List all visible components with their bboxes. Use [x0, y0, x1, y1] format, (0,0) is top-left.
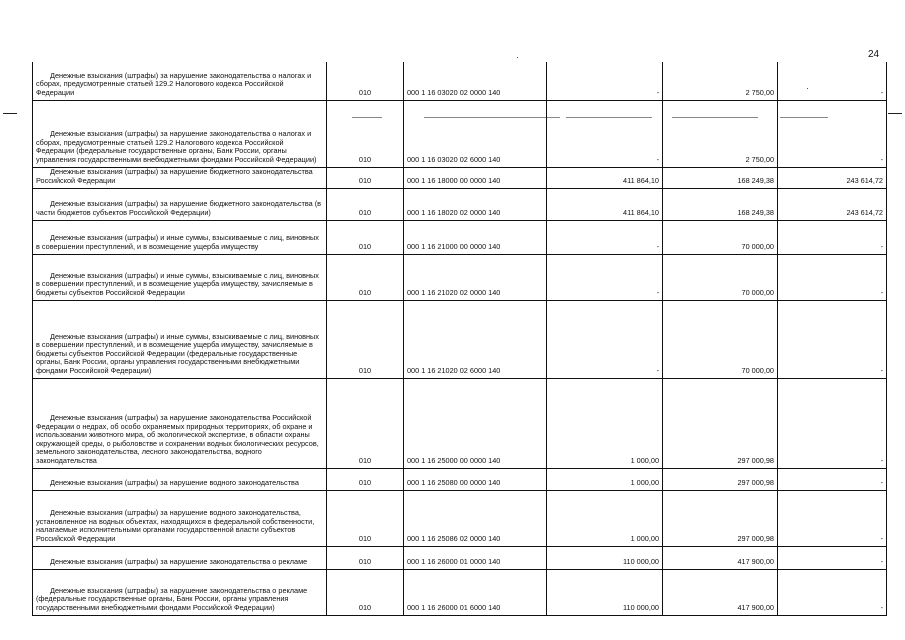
row-name: Денежные взыскания (штрафы) за нарушение бюджетного законодательства Российской Федерации: [33, 167, 327, 188]
row-name: Денежные взыскания (штрафы) за нарушение законодательства о налогах и сборах, предусмотренные статьей 129.2 Налогового кодекса Российской Федерации: [33, 62, 327, 100]
row-kbk: 000 1 16 21020 02 6000 140: [404, 300, 547, 378]
table-row: [33, 300, 887, 378]
row-value-6: -: [778, 220, 887, 254]
page-number: 24: [868, 49, 880, 60]
row-value-5: 297 000,98: [663, 490, 778, 546]
table-row: [33, 546, 887, 569]
row-code: 010: [327, 378, 404, 468]
row-kbk: 000 1 16 25080 00 0000 140: [404, 468, 547, 490]
row-name: Денежные взыскания (штрафы) за нарушение бюджетного законодательства (в части бюджетов субъектов Российской Федерации): [33, 188, 327, 220]
row-value-4: 1 000,00: [547, 490, 663, 546]
revenue-report-table: [32, 62, 887, 616]
row-name: Денежные взыскания (штрафы) за нарушение законодательства о налогах и сборах, предусмотренные статьей 129.2 Налогового кодекса Российской Федерации (федеральные государственные органы, Банк России, органы управления государственными внебюджетными фондами Российской Федерации): [33, 100, 327, 167]
table-row: [33, 100, 887, 167]
row-value-6: -: [778, 546, 887, 569]
row-kbk: 000 1 16 25086 02 0000 140: [404, 490, 547, 546]
table-row: [33, 220, 887, 254]
row-value-4: -: [547, 100, 663, 167]
table-row: [33, 378, 887, 468]
row-value-6: -: [778, 490, 887, 546]
row-name: Денежные взыскания (штрафы) за нарушение водного законодательства, установленное на водных объектах, находящихся в федеральной собственности, налагаемые исполнительными органами государственной власти субъектов Российской Федерации: [33, 490, 327, 546]
row-value-6: -: [778, 62, 887, 100]
row-code: 010: [327, 188, 404, 220]
row-value-6: 243 614,72: [778, 167, 887, 188]
row-value-4: 110 000,00: [547, 546, 663, 569]
table-row: [33, 167, 887, 188]
row-kbk: 000 1 16 25000 00 0000 140: [404, 378, 547, 468]
row-value-6: -: [778, 100, 887, 167]
table-row: [33, 62, 887, 100]
row-code: 010: [327, 167, 404, 188]
row-name: Денежные взыскания (штрафы) за нарушение законодательства Российской Федерации о недрах, об особо охраняемых природных территориях, об охране и использовании животного мира, об экологической экспертизе, в области охраны окружающей среды, о рыболовстве и сохранении водных биологических ресурсов, земельного законодательства, лесного законодательства, водного законодательства: [33, 378, 327, 468]
row-name: Денежные взыскания (штрафы) за нарушение законодательства о рекламе: [33, 546, 327, 569]
row-value-4: 110 000,00: [547, 569, 663, 615]
row-kbk: 000 1 16 03020 02 0000 140: [404, 62, 547, 100]
row-value-5: 70 000,00: [663, 220, 778, 254]
row-kbk: 000 1 16 21020 02 0000 140: [404, 254, 547, 300]
row-value-6: -: [778, 300, 887, 378]
row-code: 010: [327, 468, 404, 490]
row-code: 010: [327, 546, 404, 569]
row-value-5: 297 000,98: [663, 378, 778, 468]
row-code: 010: [327, 569, 404, 615]
row-value-4: 1 000,00: [547, 378, 663, 468]
row-name: Денежные взыскания (штрафы) за нарушение законодательства о рекламе (федеральные государственные органы, Банк России, органы управления государственными внебюджетными фондами Российской Федерации): [33, 569, 327, 615]
row-kbk: 000 1 16 21000 00 0000 140: [404, 220, 547, 254]
left-margin-mark: [3, 113, 17, 114]
row-value-5: 70 000,00: [663, 254, 778, 300]
row-name: Денежные взыскания (штрафы) и иные суммы, взыскиваемые с лиц, виновных в совершении преступлений, и в возмещение ущерба имуществу: [33, 220, 327, 254]
table-row: [33, 569, 887, 615]
table-row: [33, 188, 887, 220]
row-value-6: -: [778, 378, 887, 468]
row-value-5: 168 249,38: [663, 188, 778, 220]
row-value-4: 411 864,10: [547, 188, 663, 220]
row-value-4: -: [547, 220, 663, 254]
row-name: Денежные взыскания (штрафы) и иные суммы, взыскиваемые с лиц, виновных в совершении преступлений, и в возмещение ущерба имуществу, зачисляемые в бюджеты субъектов Российской Федерации (федеральные государственные органы, Банк России, органы управления государственными внебюджетными фондами Российской Федерации): [33, 300, 327, 378]
row-name: Денежные взыскания (штрафы) и иные суммы, взыскиваемые с лиц, виновных в совершении преступлений, и в возмещение ущерба имуществу, зачисляемые в бюджеты субъектов Российской Федерации: [33, 254, 327, 300]
row-value-5: 417 900,00: [663, 569, 778, 615]
row-kbk: 000 1 16 03020 02 6000 140: [404, 100, 547, 167]
row-kbk: 000 1 16 26000 01 6000 140: [404, 569, 547, 615]
row-value-4: 1 000,00: [547, 468, 663, 490]
row-kbk: 000 1 16 18020 02 0000 140: [404, 188, 547, 220]
row-kbk: 000 1 16 26000 01 0000 140: [404, 546, 547, 569]
row-code: 010: [327, 100, 404, 167]
row-value-4: -: [547, 62, 663, 100]
row-value-5: 417 900,00: [663, 546, 778, 569]
row-code: 010: [327, 62, 404, 100]
right-margin-mark: [888, 113, 902, 114]
row-value-5: 2 750,00: [663, 62, 778, 100]
row-value-6: -: [778, 254, 887, 300]
row-kbk: 000 1 16 18000 00 0000 140: [404, 167, 547, 188]
row-value-5: 70 000,00: [663, 300, 778, 378]
row-code: 010: [327, 254, 404, 300]
row-value-4: -: [547, 254, 663, 300]
row-code: 010: [327, 220, 404, 254]
table-row: [33, 468, 887, 490]
row-value-4: 411 864,10: [547, 167, 663, 188]
row-value-6: 243 614,72: [778, 188, 887, 220]
table-row: [33, 254, 887, 300]
row-value-5: 2 750,00: [663, 100, 778, 167]
row-value-6: -: [778, 468, 887, 490]
row-value-4: -: [547, 300, 663, 378]
table-row: [33, 490, 887, 546]
scan-speck: [517, 57, 518, 58]
row-value-5: 297 000,98: [663, 468, 778, 490]
row-name: Денежные взыскания (штрафы) за нарушение водного законодательства: [33, 468, 327, 490]
row-code: 010: [327, 300, 404, 378]
row-code: 010: [327, 490, 404, 546]
row-value-5: 168 249,38: [663, 167, 778, 188]
row-value-6: -: [778, 569, 887, 615]
